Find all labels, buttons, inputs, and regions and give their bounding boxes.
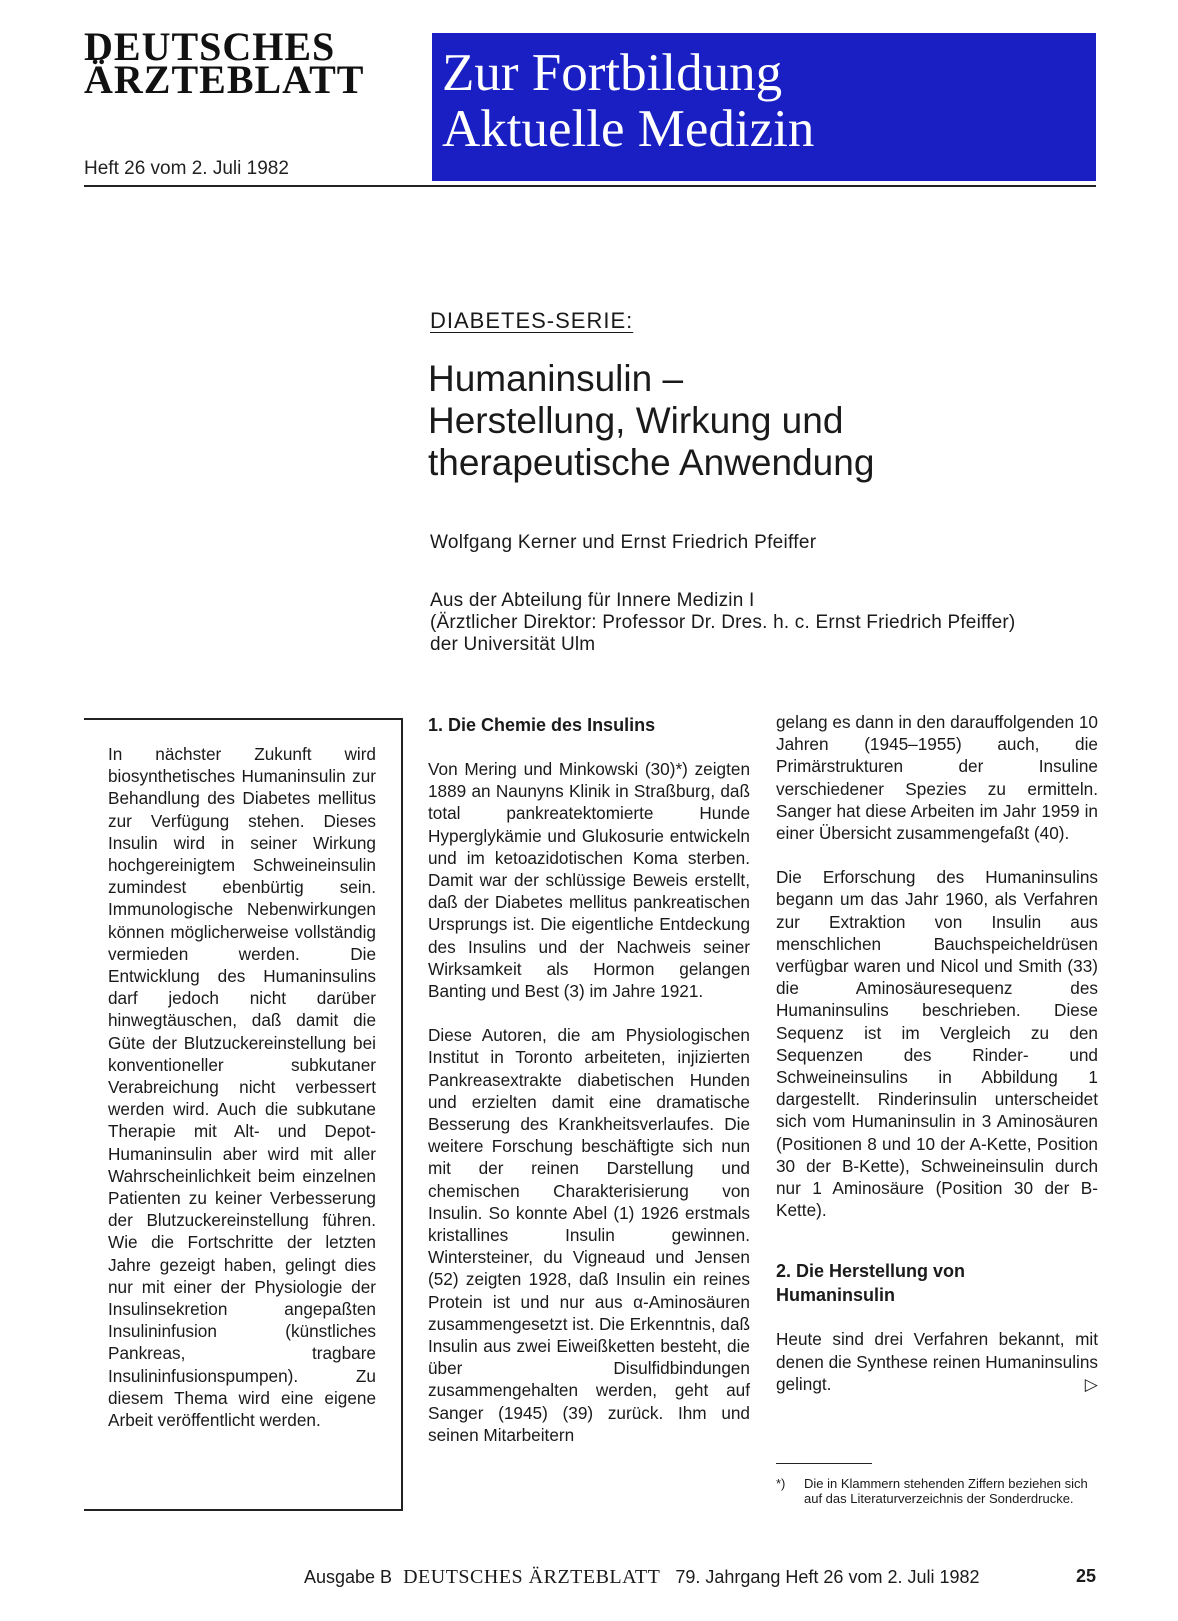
page-number: 25 [1075,1566,1096,1586]
series-label: DIABETES-SERIE: [430,308,634,333]
title-line: Herstellung, Wirkung und [428,400,844,441]
body-paragraph [776,1328,1098,1395]
section-heading [776,1259,1098,1307]
journal-logo [84,24,414,102]
page-footer [304,1566,1096,1589]
footnote-text: Die in Klammern stehenden Ziffern beziehen sich auf das Literaturverzeichnis der Sonderdrucke. [804,1476,1088,1506]
article-title [428,358,1068,484]
section-heading: 1. Die Chemie des Insulins [428,715,656,735]
affiliation-line: Aus der Abteilung für Innere Medizin I [430,590,755,611]
body-column-1 [428,713,750,1468]
footnote-rule [776,1463,872,1464]
masthead [84,24,414,179]
body-paragraph: Diese Autoren, die am Physiologischen Institut in Toronto arbeiteten, injizierten Pankreasextrakte diabetischen Hunden und erzielten damit eine dramatische Besserung des Krankheitsverlaufes. Die weitere Forschung beschäftigte sich nun mit der reinen Darstellung und chemischen Charakterisierung von Insulin. So konnte Abel (1) 1926 erstmals kristallines Insulin gewinnen. Wintersteiner, du Vigneaud und Jensen (52) zeigten 1928, daß Insulin ein reines Protein ist und nur aus α-Aminosäuren zusammengesetzt ist. Die Erkenntnis, daß Insulin aus zwei Eiweißketten besteht, die über Disulfidbindungen zusammengehalten werden, geht auf Sanger (1945) (39) zurück. Ihm und seinen Mitarbeitern [428,1025,750,1445]
heading-line: 2. Die Herstellung von [776,1261,966,1282]
heading-line: Humaninsulin [776,1285,896,1306]
footnote-mark: *) [776,1476,786,1491]
logo-line-1: DEUTSCHES [84,24,336,69]
body-column-2 [776,711,1098,1417]
banner-line-2: Aktuelle Medizin [442,100,815,158]
footer-journal: DEUTSCHES ÄRZTEBLATT [403,1566,661,1588]
authors: Wolfgang Kerner und Ernst Friedrich Pfeiffer [430,532,817,553]
logo-line-2: ÄRZTEBLATT [84,57,365,102]
title-line: Humaninsulin – [428,358,684,399]
banner-line-1: Zur Fortbildung [442,44,783,102]
footnote [776,1476,1096,1506]
section-banner [432,33,1096,181]
title-line: therapeutische Anwendung [428,442,875,483]
continue-arrow-icon: ▷ [1084,1373,1098,1394]
footer-edition: Ausgabe B [304,1567,393,1587]
paragraph-text: Heute sind drei Verfahren bekannt, mit denen die Synthese reinen Humaninsulins gelingt. [776,1329,1098,1394]
footer-issue: 79. Jahrgang Heft 26 vom 2. Juli 1982 [675,1567,980,1587]
affiliation-line: der Universität Ulm [430,634,596,655]
body-paragraph: Die Erforschung des Humaninsulins begann um das Jahr 1960, als Verfahren zur Extraktion von Insulin aus menschlichen Bauchspeicheldrüsen verfügbar waren und Nicol und Smith (33) die Aminosäuresequenz des Humaninsulins beschrieben. Diese Sequenz ist im Vergleich zu den Sequenzen des Rinder- und Schweineinsulins in Abbildung 1 dargestellt. Rinderinsulin unterscheidet sich vom Humaninsulin in 3 Aminosäuren (Positionen 8 und 10 der A-Kette, Position 30 der B-Kette), Schweineinsulin durch nur 1 Aminosäure (Position 30 der B-Kette). [776,867,1098,1221]
body-paragraph: gelang es dann in den darauffolgenden 10 Jahren (1945–1955) auch, die Primärstrukturen der Insuline verschiedener Spezies zu ermitteln. Sanger hat diese Arbeiten im Jahr 1959 in einer Übersicht zusammengefaßt (40). [776,712,1098,844]
header-rule [84,185,1096,187]
abstract-box [84,718,403,1511]
issue-info: Heft 26 vom 2. Juli 1982 [84,158,289,179]
body-paragraph: Von Mering und Minkowski (30)*) zeigten 1889 an Naunyns Klinik in Straßburg, daß total pankreatektomierte Hunde Hyperglykämie und Glukosurie entwickeln und im ketoazidotischen Koma sterben. Damit war der schlüssige Beweis erstellt, daß der Diabetes mellitus pankreatischen Ursprungs ist. Die eigentliche Entdeckung des Insulins und der Nachweis seiner Wirksamkeit als Hormon gelangen Banting und Best (3) im Jahre 1921. [428,759,750,1002]
abstract-text: In nächster Zukunft wird biosynthetisches Humaninsulin zur Behandlung des Diabetes mellitus zur Verfügung stehen. Dieses Insulin wird in seiner Wirkung hochgereinigtem Schweineinsulin zumindest ebenbürtig sein. Immunologische Nebenwirkungen können möglicherweise vollständig vermieden werden. Die Entwicklung des Humaninsulins darf jedoch nicht darüber hinwegtäuschen, daß damit die Güte der Blutzuckereinstellung bei konventioneller subkutaner Verabreichung nicht verbessert werden wird. Auch die subkutane Therapie mit Alt- und Depot-Humaninsulin aber wird mit aller Wahrscheinlichkeit beim einzelnen Patienten zu keiner Verbesserung der Blutzuckereinstellung führen. Wie die Fortschritte der letzten Jahre gezeigt haben, gelingt dies nur mit einer der Physiologie der Insulinsekretion angepaßten Insulininfusion (künstliches Pankreas, tragbare Insulininfusionspumpen). Zu diesem Thema wird eine eigene Arbeit veröffentlicht werden. [108,744,376,1431]
affiliation [430,590,1015,656]
affiliation-line: (Ärztlicher Direktor: Professor Dr. Dres. h. c. Ernst Friedrich Pfeiffer) [430,612,1016,633]
